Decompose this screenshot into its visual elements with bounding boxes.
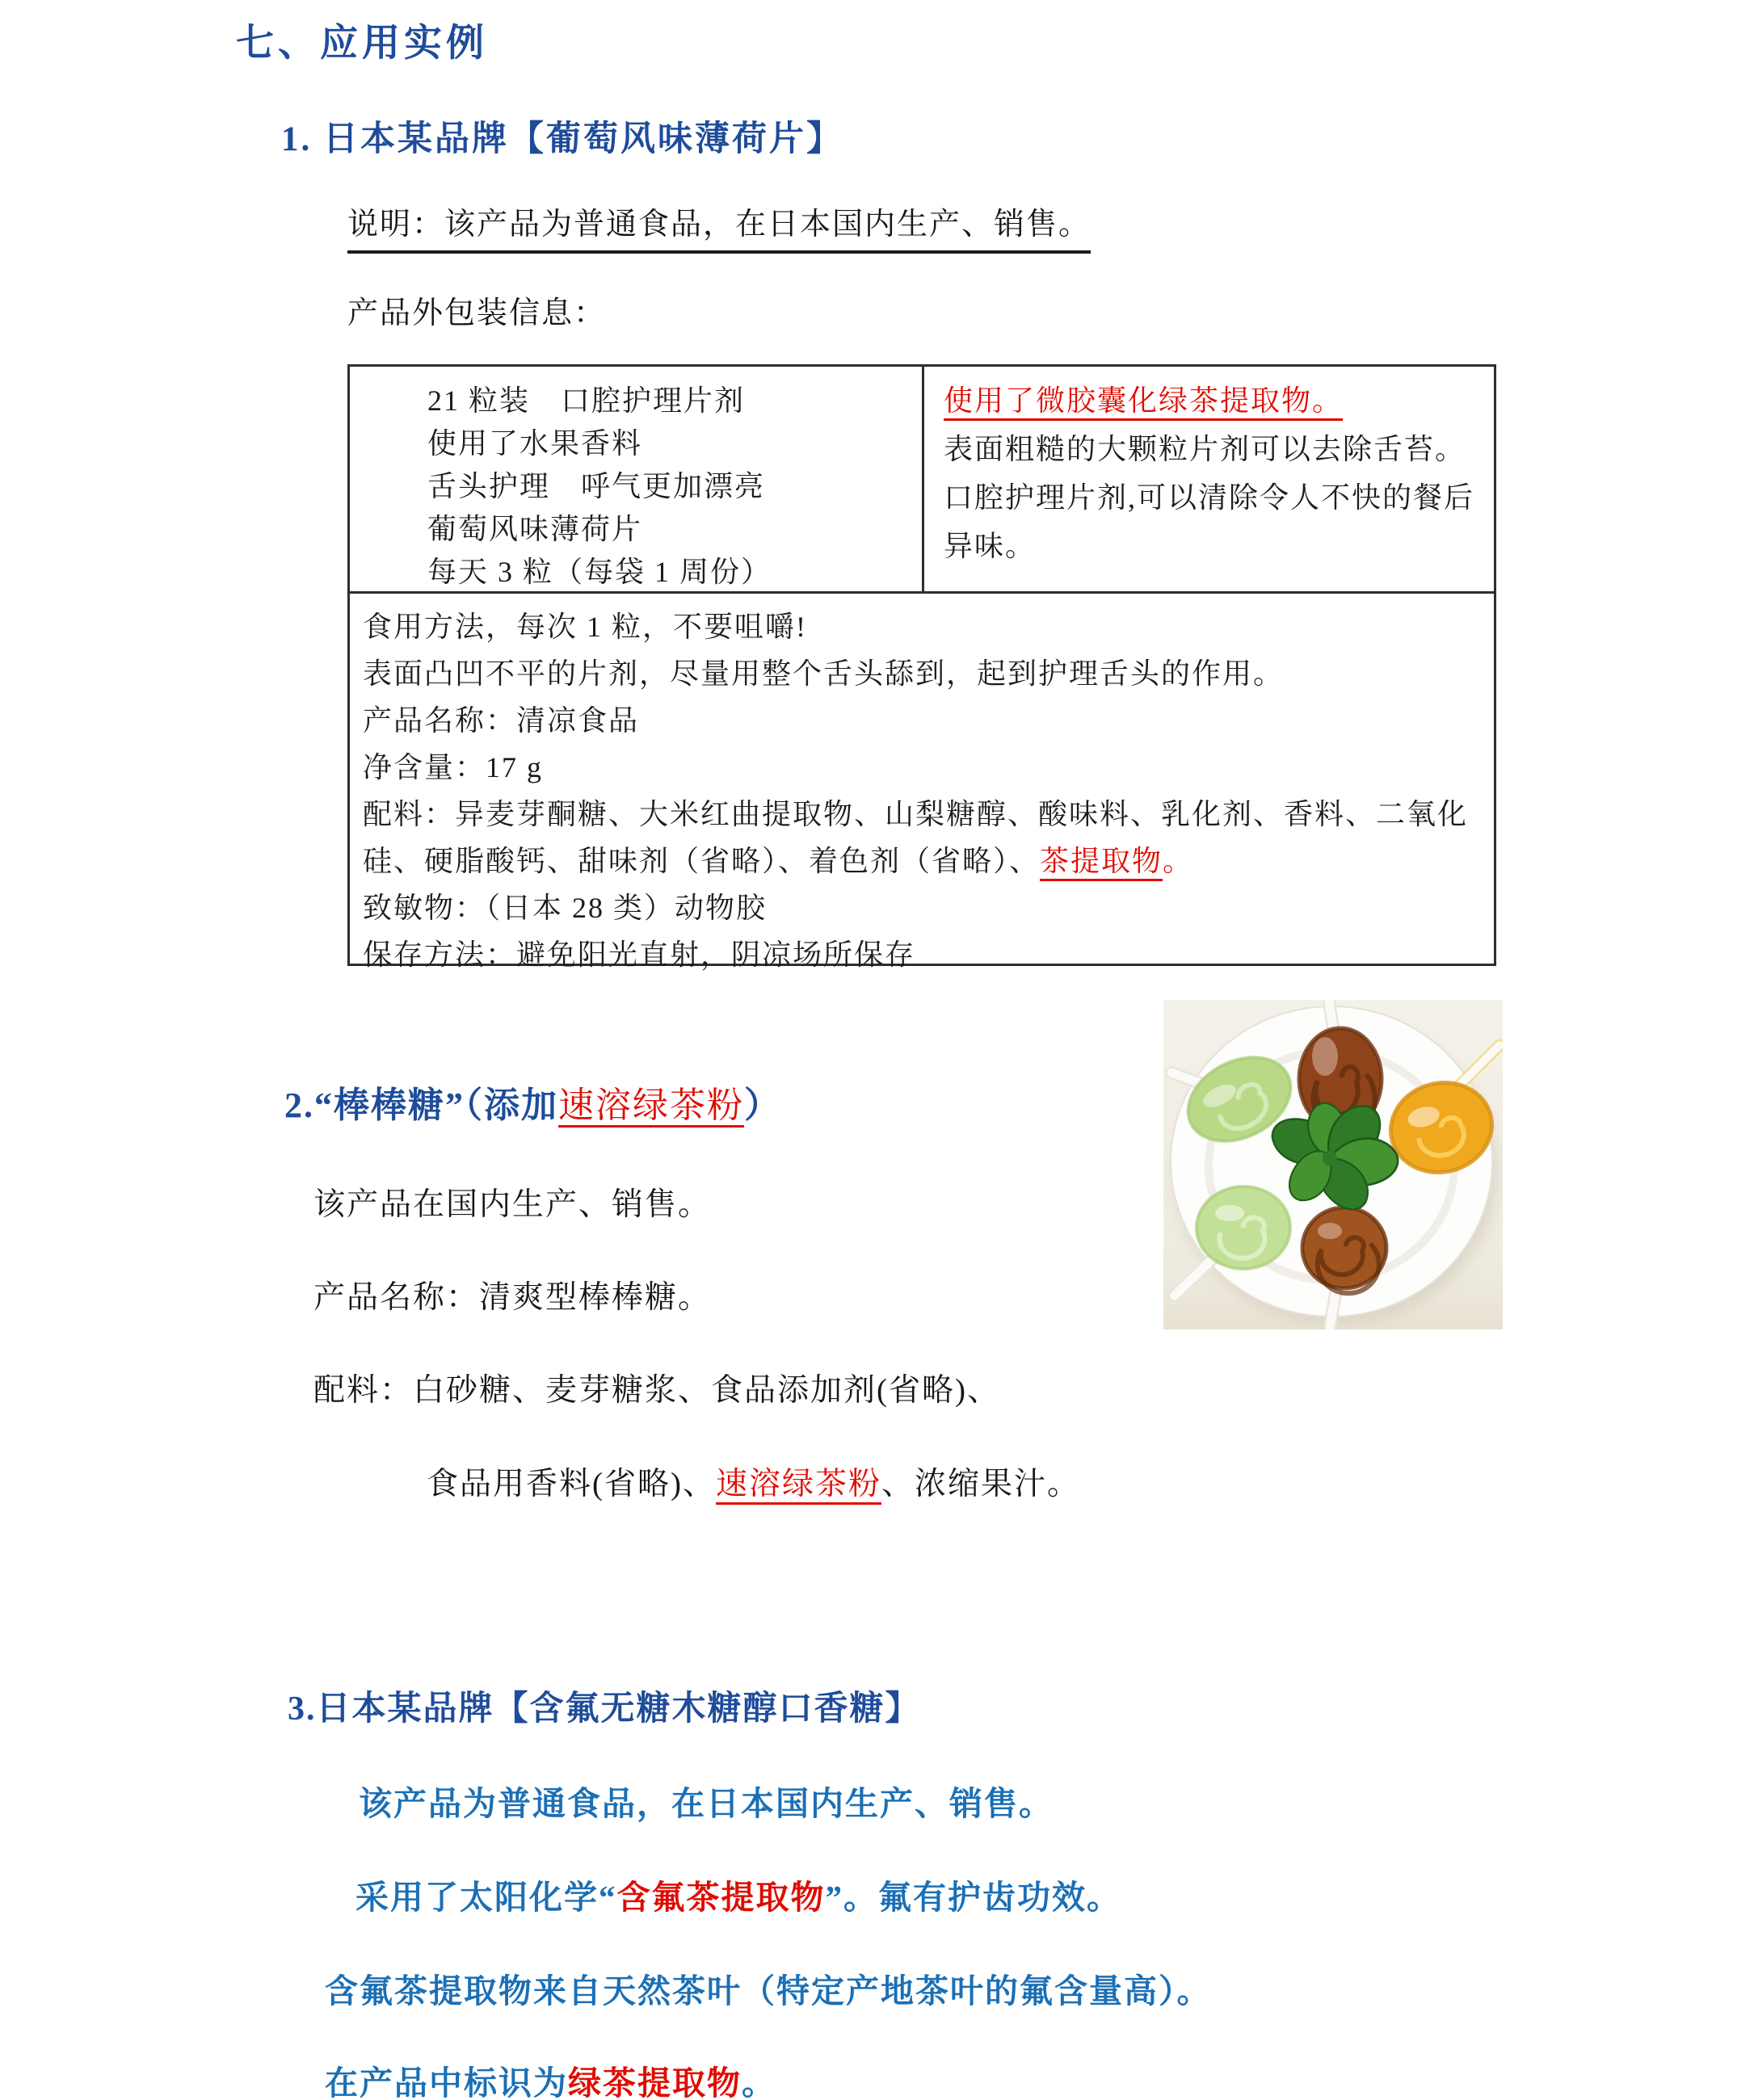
section3-heading: 3.日本某品牌【含氟无糖木糖醇口香糖】 xyxy=(288,1690,921,1728)
left-cell-line: 葡萄风味薄荷片 xyxy=(427,513,643,545)
left-cell-line: 21 粒装 口腔护理片剂 xyxy=(427,384,746,417)
green-tea-extract-label-highlight: 绿茶提取物 xyxy=(568,2064,742,2100)
ingredients-line xyxy=(363,838,1483,884)
packaging-table-row1 xyxy=(350,367,1494,594)
left-cell-line: 舌头护理 呼气更加漂亮 xyxy=(427,470,766,502)
section2-line4-prefix: 食品用香料(省略)、 xyxy=(427,1467,716,1502)
section3-line: 含氟茶提取物来自天然茶叶（特定产地茶叶的氟含量高）。 xyxy=(325,1972,1212,2010)
section3-line2-suffix: ”。氟有护齿功效。 xyxy=(825,1879,1121,1916)
section3-line xyxy=(355,1871,1121,1918)
packaging-info-label: 产品外包装信息： xyxy=(347,296,607,330)
section1-heading: 1. 日本某品牌【葡萄风味薄荷片】 xyxy=(281,120,843,158)
packaging-table-left-cell xyxy=(350,367,924,591)
ingredients-text: 硅、硬脂酸钙、甜味剂（省略）、着色剂（省略）、 xyxy=(363,845,1041,877)
lollipop-photo xyxy=(1163,1000,1503,1329)
section3-line2-prefix: 采用了太阳化学“ xyxy=(355,1879,617,1916)
section3-line4-suffix: 。 xyxy=(742,2064,776,2100)
section3-line xyxy=(325,2056,776,2100)
bottom-cell-line: 产品名称：清凉食品 xyxy=(363,704,640,737)
tea-extract-highlight: 茶提取物 xyxy=(1040,845,1163,877)
bottom-cell-line: 配料：异麦芽酮糖、大米红曲提取物、山梨糖醇、酸味料、乳化剂、香料、二氧化 xyxy=(363,798,1469,830)
bottom-cell-line: 净含量：17 g xyxy=(363,751,544,783)
instant-green-tea-highlight: 速溶绿茶粉 xyxy=(558,1086,744,1125)
green-tea-extract-highlight: 使用了微胶囊化绿茶提取物。 xyxy=(944,384,1344,417)
right-cell-line: 表面粗糙的大颗粒片剂可以去除舌苔。 xyxy=(944,433,1466,465)
bottom-cell-line: 致敏物：（日本 28 类）动物胶 xyxy=(363,892,768,924)
section2-heading xyxy=(284,1076,781,1128)
section2-heading-suffix: ） xyxy=(744,1086,781,1125)
ingredients-period: 。 xyxy=(1163,845,1194,877)
section2-line: 配料：白砂糖、麦芽糖浆、食品添加剂(省略)、 xyxy=(313,1373,1000,1408)
section2-line: 产品名称：清爽型棒棒糖。 xyxy=(313,1280,712,1315)
section2-line xyxy=(427,1459,1080,1504)
section1-note: 说明：该产品为普通食品，在日本国内生产、销售。 xyxy=(347,199,1091,254)
left-cell-line: 每天 3 粒（每袋 1 周份） xyxy=(427,556,772,588)
left-cell-line: 使用了水果香料 xyxy=(427,427,643,460)
bottom-cell-line: 表面凸凹不平的片剂，尽量用整个舌头舔到，起到护理舌头的作用。 xyxy=(363,657,1285,690)
packaging-table-right-cell xyxy=(924,367,1494,591)
bottom-cell-line: 保存方法：避免阳光直射，阴凉场所保存 xyxy=(363,939,916,971)
section2-heading-prefix: 2.“棒棒糖”（添加 xyxy=(284,1086,558,1125)
section3-line: 该产品为普通食品，在日本国内生产、销售。 xyxy=(359,1785,1054,1822)
section2-line: 该产品在国内生产、销售。 xyxy=(313,1187,712,1222)
right-cell-line: 异味。 xyxy=(944,530,1037,562)
page-title: 七、应用实例 xyxy=(236,23,488,65)
right-cell-line: 口腔护理片剂,可以清除令人不快的餐后 xyxy=(944,481,1475,514)
section2-line4-suffix: 、浓缩果汁。 xyxy=(881,1467,1081,1502)
packaging-table xyxy=(347,364,1496,971)
packaging-table-bottom-cell xyxy=(350,594,1494,978)
instant-green-tea-highlight: 速溶绿茶粉 xyxy=(715,1467,881,1502)
section3-line4-prefix: 在产品中标识为 xyxy=(325,2064,568,2100)
bottom-cell-line: 食用方法，每次 1 粒，不要咀嚼! xyxy=(363,611,807,643)
fluoride-tea-extract-highlight: 含氟茶提取物 xyxy=(616,1879,826,1916)
